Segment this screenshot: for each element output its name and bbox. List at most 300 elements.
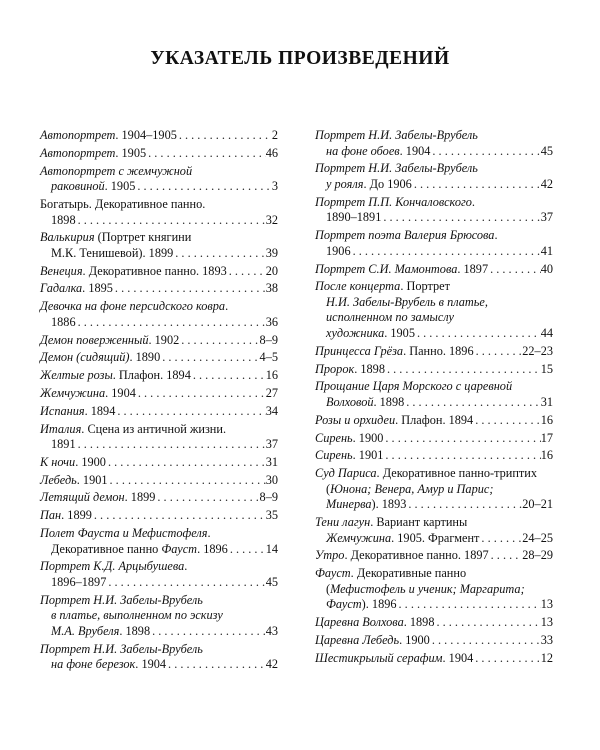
index-entry-line (40, 264, 278, 280)
dot-leader (150, 624, 266, 640)
entry-text (51, 624, 150, 640)
index-entry-line (315, 362, 553, 378)
entry-detail: . Плафон. 1894 (112, 368, 191, 383)
index-entry-line (40, 230, 278, 246)
entry-text (315, 515, 467, 531)
entry-detail: . Декоративное панно. 1897 (344, 548, 489, 563)
work-title: Прощание Царя Морского с царевной (315, 379, 513, 394)
entry-detail: . 1898 (119, 623, 151, 638)
page-number: 39 (265, 245, 278, 260)
dot-leader (108, 473, 266, 489)
entry-text (40, 146, 146, 162)
work-title: Пророк (315, 361, 355, 376)
index-entry-line (315, 144, 553, 160)
dot-leader (179, 333, 259, 349)
entry-text (315, 548, 489, 564)
work-title: Девочка на фоне персидского ковра (40, 299, 226, 314)
dot-leader (136, 386, 266, 402)
work-title: Желтые розы (40, 368, 113, 383)
page-number: 16 (265, 368, 278, 383)
entry-detail: Декоративное панно (51, 541, 162, 556)
page-number: 20 (265, 263, 278, 278)
work-title: Утро (315, 548, 345, 563)
index-entry (315, 362, 553, 378)
index-entry (315, 431, 553, 447)
dot-leader (474, 344, 523, 360)
page-number: 35 (265, 508, 278, 523)
work-title: Автопортрет (40, 128, 116, 142)
work-title: Демон поверженный (40, 332, 149, 347)
entry-detail: ) (138, 245, 143, 260)
index-entry-line (315, 161, 553, 177)
index-entry-line (315, 128, 553, 144)
index-entry (40, 368, 278, 384)
entry-text (40, 128, 177, 144)
work-title: у рояля (326, 176, 364, 191)
entry-detail: 1891 (51, 437, 76, 452)
entry-detail: . 1893 (375, 497, 407, 512)
dot-leader (430, 144, 540, 160)
entry-text (51, 657, 166, 673)
index-entry (40, 281, 278, 297)
entry-text (315, 466, 537, 482)
entry-text (40, 299, 228, 315)
dot-leader (406, 497, 522, 513)
index-entry-line (40, 657, 278, 673)
entry-text (326, 497, 406, 513)
work-title: Юнона; Венера, Амур и Парис; (330, 481, 494, 496)
index-entry-line (40, 281, 278, 297)
entry-text (315, 262, 488, 278)
index-entry-line (315, 497, 553, 513)
entry-text (40, 281, 113, 297)
index-entry-line (40, 624, 278, 640)
index-entry (315, 651, 553, 667)
entry-detail: . (494, 228, 498, 243)
index-entry-line (315, 566, 553, 582)
work-title: Портрет Н.И. Забелы-Врубель (40, 592, 203, 607)
page-number: 45 (265, 575, 278, 589)
index-entry (40, 333, 278, 349)
index-entry (40, 473, 278, 489)
page-number: 30 (265, 472, 278, 487)
index-column-left (40, 128, 278, 675)
entry-text (40, 593, 203, 609)
index-entry-line (40, 593, 278, 609)
index-entry (40, 404, 278, 420)
entry-detail: . Вариант картины (370, 515, 468, 530)
page-number: 3 (271, 179, 278, 194)
entry-detail: 1890–1891 (326, 210, 382, 225)
index-entry (315, 195, 553, 226)
entry-detail: . 1896 (197, 541, 228, 556)
index-entry-line (315, 651, 553, 667)
work-title: Принцесса Грёза (315, 343, 404, 358)
index-entry (315, 228, 553, 259)
entry-text (315, 344, 474, 360)
entry-detail: . 1898 (373, 395, 405, 409)
index-entry-line (315, 228, 553, 244)
entry-detail: ) (361, 597, 366, 612)
entry-detail: . Плафон. 1894 (395, 412, 474, 427)
entry-text (315, 161, 478, 177)
work-title: Автопортрет с жемчужной (40, 163, 193, 178)
entry-text (40, 490, 155, 506)
dot-leader (412, 177, 541, 193)
index-entry-line (40, 404, 278, 420)
index-entry (315, 413, 553, 429)
dot-leader (430, 633, 541, 649)
page-number: 42 (540, 176, 553, 191)
page-number: 2 (271, 128, 278, 142)
index-entry-line (40, 386, 278, 402)
index-entry-line (315, 482, 553, 498)
dot-leader (76, 437, 266, 453)
dot-leader (473, 413, 541, 429)
work-title: Валькирия (40, 230, 95, 245)
index-entry (40, 642, 278, 673)
index-entry-line (315, 279, 553, 295)
work-title: Тени лагун (315, 515, 371, 530)
dot-leader (415, 326, 541, 342)
dot-leader (479, 531, 522, 547)
entry-detail: ( (326, 481, 331, 496)
index-entry-line (315, 597, 553, 613)
page-number: 41 (540, 243, 553, 258)
entry-text (326, 582, 525, 598)
entry-text (40, 368, 191, 384)
index-entry (40, 490, 278, 506)
entry-detail: . 1896 (365, 597, 397, 612)
entry-text (326, 244, 351, 260)
work-title: После концерта (315, 279, 401, 294)
page-number: 20–21 (522, 497, 553, 512)
work-title: художника (326, 326, 385, 341)
entry-detail: . Портрет (400, 279, 450, 294)
page-number: 37 (265, 437, 278, 452)
dot-leader (113, 281, 266, 297)
work-title: Портрет Н.И. Забелы-Врубель (315, 161, 478, 176)
index-entry-line (40, 455, 278, 471)
index-entry-line (315, 295, 553, 311)
entry-detail: . 1898 (403, 615, 435, 630)
entry-text (326, 531, 479, 547)
entry-detail: . Декоративные панно (350, 566, 467, 581)
work-title: Демон (сидящий) (40, 350, 130, 365)
index-entry (40, 197, 278, 228)
entry-text (326, 177, 412, 193)
entry-detail: . 1901 (76, 472, 108, 487)
work-title: Волховой (326, 395, 374, 409)
index-entry (315, 128, 553, 159)
entry-text (326, 144, 430, 160)
page-number: 32 (265, 212, 278, 227)
dot-leader (115, 404, 265, 420)
work-title: Царевна Волхова (315, 615, 404, 630)
index-entry-line (40, 575, 278, 591)
page-number: 45 (540, 143, 553, 158)
work-title: Мефистофель и ученик; Маргарита; (330, 581, 525, 596)
index-entry-line (40, 246, 278, 262)
page-number: 31 (265, 454, 278, 469)
index-entry (40, 508, 278, 524)
dot-leader (155, 490, 259, 506)
entry-text (40, 230, 191, 246)
dot-leader (92, 508, 266, 524)
entry-detail: . 1904 (399, 143, 431, 158)
work-title: Полет Фауста и Мефистофеля (40, 526, 208, 541)
index-entry (315, 615, 553, 631)
index-entry (315, 161, 553, 192)
index-entry (40, 386, 278, 402)
entry-text (40, 264, 227, 280)
work-title: Портрет С.И. Мамонтова (315, 261, 458, 276)
entry-text (40, 164, 192, 180)
entry-text (40, 404, 115, 420)
work-title: раковиной (51, 179, 105, 194)
index-entry-line (315, 262, 553, 278)
index-entry-line (315, 633, 553, 649)
entry-text (315, 362, 385, 378)
entry-text (51, 179, 135, 195)
index-entry-line (40, 213, 278, 229)
entry-text (40, 350, 160, 366)
entry-detail: . 1905 (115, 145, 147, 160)
dot-leader (385, 362, 541, 378)
entry-text (315, 379, 512, 395)
index-entry-line (315, 344, 553, 360)
entry-detail: . 1905. Фрагмент (391, 530, 480, 545)
page-number: 36 (265, 314, 278, 329)
entry-text (315, 195, 475, 211)
index-entry (40, 146, 278, 162)
dot-leader (227, 264, 266, 280)
entry-detail: . 1905 (104, 179, 136, 194)
entry-detail: ) (371, 497, 376, 512)
index-entry-line (315, 413, 553, 429)
work-title: Портрет Н.И. Забелы-Врубель (315, 128, 478, 142)
entry-detail: . 1899 (124, 490, 156, 505)
work-title: Венеция (40, 263, 83, 278)
entry-text (315, 128, 478, 144)
index-entry (315, 262, 553, 278)
work-title: на фоне березок (51, 657, 136, 672)
index-entry (40, 264, 278, 280)
dot-leader (166, 657, 266, 673)
index-entry-line (315, 515, 553, 531)
entry-text (51, 542, 228, 558)
page-number: 44 (540, 326, 553, 341)
index-entry (40, 299, 278, 330)
work-title: Жемчужина (326, 530, 392, 545)
index-entry (40, 422, 278, 453)
entry-detail: . Декоративное панно-триптих (376, 466, 538, 481)
entry-text (315, 228, 498, 244)
dot-leader (488, 262, 541, 278)
work-title: Портрет Н.И. Забелы-Врубель (40, 641, 203, 656)
index-entry-line (315, 466, 553, 482)
page-number: 24–25 (522, 530, 553, 545)
index-entry (40, 526, 278, 557)
index-entry (40, 128, 278, 144)
index-entry (40, 350, 278, 366)
work-title: Сирень (315, 448, 353, 463)
entry-detail: 1898 (51, 212, 76, 227)
entry-detail: . (225, 299, 229, 314)
entry-text (326, 326, 415, 342)
index-entry-line (315, 379, 553, 395)
index-entry-line (40, 350, 278, 366)
page-number: 16 (540, 412, 553, 427)
entry-detail: . (471, 194, 475, 209)
entry-detail: . 1902 (148, 332, 180, 347)
dot-leader (383, 431, 540, 447)
page-number: 42 (265, 657, 278, 672)
entry-text (315, 413, 473, 429)
work-title: на фоне обоев (326, 143, 400, 158)
entry-detail: . 1894 (84, 403, 116, 418)
index-entry-line (315, 326, 553, 342)
entry-text (315, 431, 383, 447)
dot-leader (160, 350, 259, 366)
work-title: Пан (40, 508, 62, 523)
dot-leader (397, 597, 541, 613)
page-number: 12 (540, 650, 553, 665)
entry-detail: . (207, 526, 211, 541)
index-entry-line (40, 642, 278, 658)
page-title: УКАЗАТЕЛЬ ПРОИЗВЕДЕНИЙ (150, 48, 450, 69)
entry-detail: 1906 (326, 243, 351, 258)
page-number: 37 (540, 210, 553, 225)
index-entry-line (315, 531, 553, 547)
entry-text (315, 615, 434, 631)
entry-text (40, 386, 136, 402)
dot-leader (228, 542, 266, 558)
page-number: 38 (265, 281, 278, 296)
index-entry (40, 559, 278, 590)
entry-text (315, 651, 473, 667)
work-title: Лебедь (40, 472, 77, 487)
dot-leader (135, 179, 271, 195)
index-entry (315, 515, 553, 546)
entry-detail: . 1895 (82, 281, 113, 296)
index-entry-line (315, 548, 553, 564)
entry-text (40, 455, 106, 471)
page-number: 34 (265, 403, 278, 418)
entry-text (326, 295, 488, 311)
entry-detail: . Панно. 1896 (403, 343, 474, 358)
work-title: в платье, выполненном по эскизу (51, 608, 223, 623)
dot-leader (489, 548, 523, 564)
work-title: Суд Париса (315, 466, 377, 481)
entry-text (326, 210, 381, 226)
work-title: Шестикрылый серафим (315, 650, 443, 665)
entry-text (40, 422, 226, 438)
entry-text (51, 575, 106, 591)
entry-text (40, 559, 187, 575)
index-entry (40, 164, 278, 195)
index-entry (315, 466, 553, 513)
index-entry-line (315, 395, 553, 411)
dot-leader (351, 244, 541, 260)
index-entry-line (40, 542, 278, 558)
work-title: Портрет поэта Валерия Брюсова (315, 228, 495, 243)
entry-detail: . 1899 (61, 508, 92, 523)
index-entry-line (40, 473, 278, 489)
entry-detail: . 1897 (457, 261, 489, 276)
work-title: Гадалка (40, 281, 83, 296)
index-entry-line (315, 582, 553, 598)
dot-leader (191, 368, 266, 384)
work-title: Сирень (315, 430, 353, 445)
entry-text (40, 508, 92, 524)
entry-detail: . (184, 559, 188, 574)
page-number: 13 (540, 597, 553, 612)
dot-leader (106, 575, 265, 591)
entry-text (40, 526, 211, 542)
index-entry-line (315, 177, 553, 193)
index-entry-line (40, 437, 278, 453)
entry-detail: . 1899 (142, 245, 174, 260)
page-number: 33 (540, 633, 553, 647)
work-title: К ночи (40, 454, 76, 469)
work-title: Автопортрет (40, 145, 116, 160)
work-title: Фауст (161, 541, 198, 556)
entry-detail: . 1904 (105, 385, 136, 400)
index-entry (40, 593, 278, 640)
index-entry-line (40, 368, 278, 384)
dot-leader (146, 146, 266, 162)
entry-detail: 1896–1897 (51, 575, 107, 589)
index-entry-line (40, 559, 278, 575)
index-entry-line (40, 146, 278, 162)
index-entry (315, 566, 553, 613)
page-number: 16 (540, 448, 553, 463)
page-number: 40 (540, 261, 553, 276)
work-title: М.А. Врубеля (51, 623, 120, 638)
dot-leader (383, 448, 540, 464)
index-entry-line (315, 195, 553, 211)
page-number: 22–23 (522, 343, 553, 358)
entry-text (40, 473, 108, 489)
entry-text (40, 642, 203, 658)
index-entry-line (315, 431, 553, 447)
page-number: 8–9 (259, 490, 278, 505)
entry-text (326, 310, 454, 326)
index-entry-line (40, 422, 278, 438)
index-entry (40, 455, 278, 471)
entry-detail: . 1904 (442, 650, 474, 665)
page-number: 4–5 (259, 350, 278, 365)
entry-detail: . 1890 (129, 350, 161, 365)
entry-detail: Богатырь. Декоративное панно. (40, 196, 206, 211)
work-title: Минерва (326, 497, 372, 512)
index-entry-line (40, 333, 278, 349)
work-title: Розы и орхидеи (315, 412, 396, 427)
work-title: Жемчужина (40, 385, 106, 400)
page-number: 27 (265, 385, 278, 400)
entry-text (51, 437, 76, 453)
index-entry (40, 230, 278, 261)
page-number: 17 (540, 430, 553, 445)
entry-detail: . Сцена из античной жизни. (81, 421, 227, 436)
index-entry-line (40, 128, 278, 144)
entry-text (51, 608, 223, 624)
index-entry-line (40, 164, 278, 180)
work-title: Летящий демон (40, 490, 125, 505)
index-entry-line (315, 615, 553, 631)
work-title: Н.И. Забелы-Врубель в платье, (326, 294, 488, 309)
